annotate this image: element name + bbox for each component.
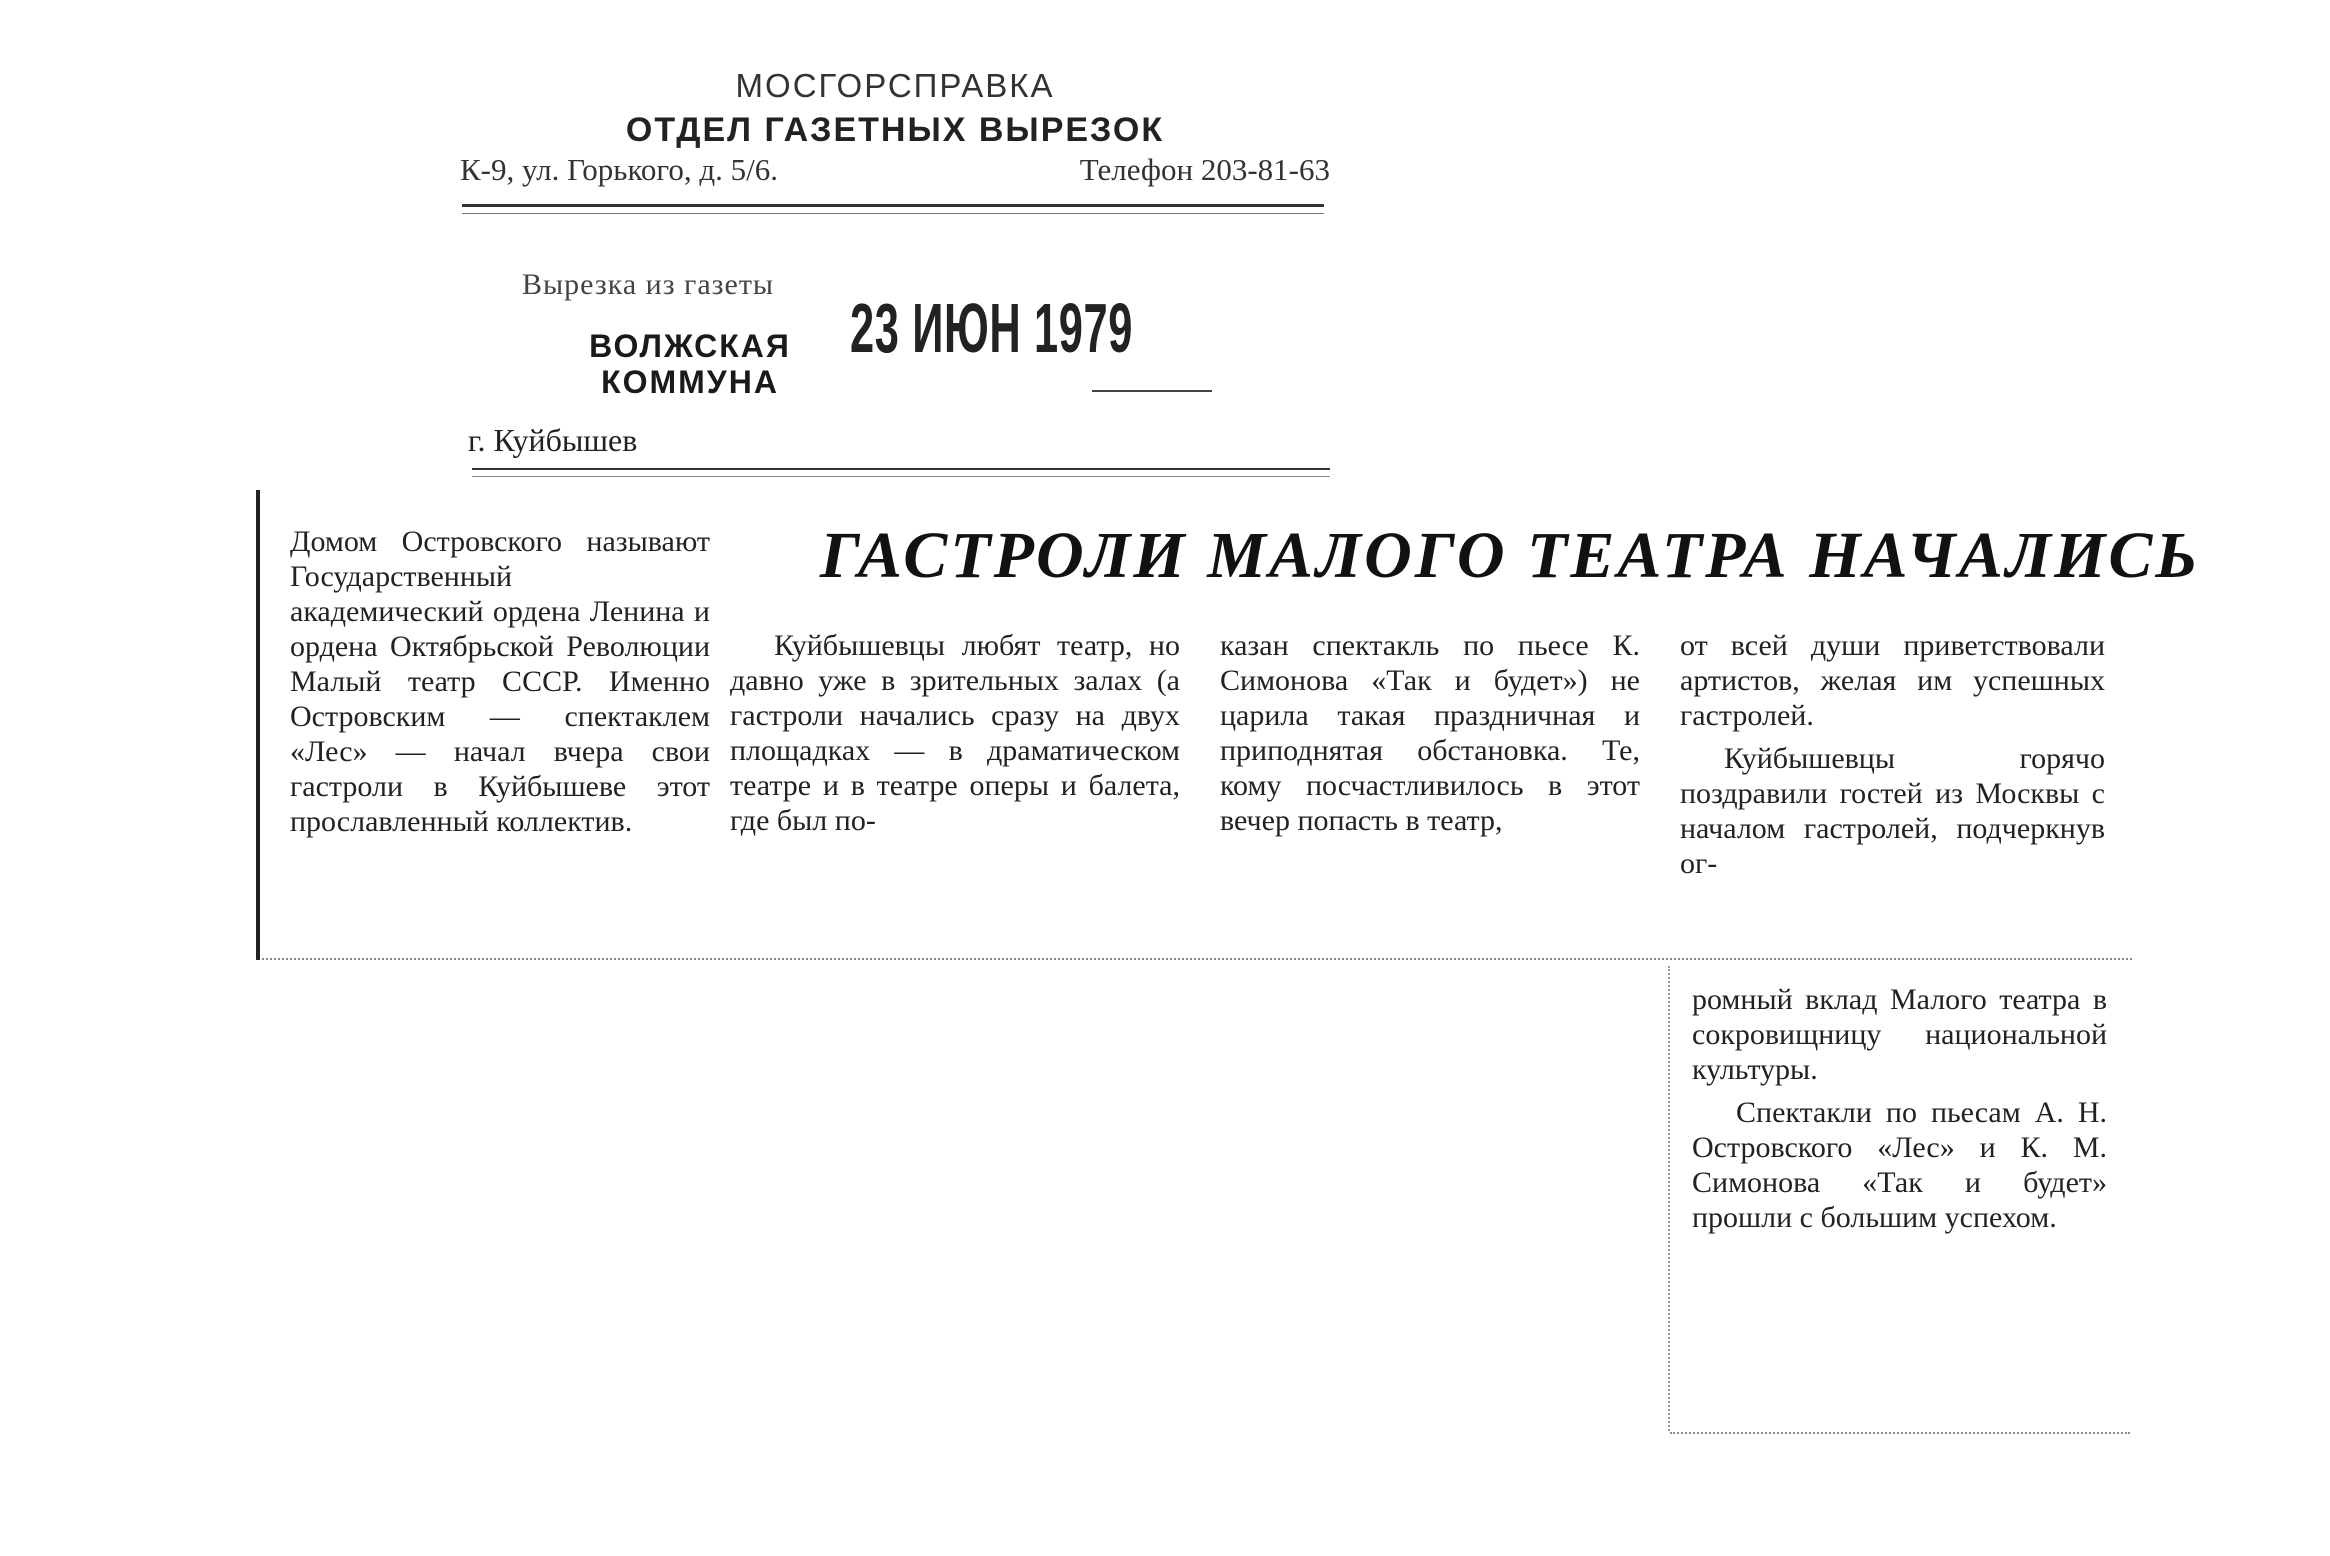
- header-rule-thin: [462, 213, 1324, 214]
- city-label: г. Куйбышев: [468, 422, 638, 458]
- newspaper-name-line2: КОММУНА: [601, 364, 779, 400]
- agency-header: [460, 64, 1330, 152]
- newspaper-name: [575, 328, 805, 400]
- cut-line-horizontal: [262, 958, 2132, 960]
- article-column-4: [1692, 982, 2107, 1235]
- article-column-2: [1220, 628, 1640, 838]
- column-3-paragraph-2: Куйбышевцы горячо поздравили гостей из Москвы с началом гастролей, подчеркнув ог-: [1680, 742, 2105, 880]
- agency-address: К-9, ул. Горького, д. 5/6.: [460, 152, 779, 187]
- article-column-1: [730, 628, 1180, 838]
- column-2-text: казан спектакль по пьесе К. Симонова «Так и будет») не царила такая праздничная и приподнятая обстановка. Те, кому посчастливилось в этот вечер попасть в театр,: [1220, 629, 1640, 837]
- article-lead: Домом Островского называют Государственный академический ордена Ленина и ордена Октябрьской Революции Малый театр СССР. Именно Островским — спектаклем «Лес» — начал вчера свои гастроли в Куйбышеве этот прославленный коллектив.: [290, 525, 710, 838]
- agency-contact: [460, 152, 1330, 188]
- cut-line-vertical: [1668, 966, 1670, 1431]
- cut-line-bottom: [1670, 1432, 2130, 1434]
- column-4-paragraph-2: Спектакли по пьесам А. Н. Островского «Лес» и К. М. Симонова «Так и будет» прошли с большим успехом.: [1692, 1096, 2107, 1234]
- column-3-paragraph-1: от всей души приветствовали артистов, желая им успешных гастролей.: [1680, 629, 2105, 732]
- source-rule: [472, 468, 1330, 470]
- stamp-underline: [1092, 390, 1212, 392]
- agency-phone: Телефон 203-81-63: [1079, 152, 1330, 187]
- clipping-label: Вырезка из газеты: [522, 268, 775, 301]
- date-stamp: 23 ИЮН 1979: [850, 289, 1134, 367]
- header-rule: [462, 204, 1324, 207]
- agency-department: ОТДЕЛ ГАЗЕТНЫХ ВЫРЕЗОК: [625, 111, 1165, 149]
- article-column-3: [1680, 628, 2105, 881]
- column-1-text: Куйбышевцы любят театр, но давно уже в зрительных залах (а гастроли начались сразу на двух площадках — в драматическом театре и в театре оперы и балета, где был по-: [730, 629, 1180, 837]
- column-4-paragraph-1: ромный вклад Малого театра в сокровищницу национальной культуры.: [1692, 983, 2107, 1086]
- source-rule-thin: [472, 476, 1330, 477]
- agency-name: МОСГОРСПРАВКА: [735, 67, 1055, 104]
- newspaper-name-line1: ВОЛЖСКАЯ: [589, 328, 791, 364]
- article-left-bar: [256, 490, 260, 960]
- article-headline: ГАСТРОЛИ МАЛОГО ТЕАТРА НАЧАЛИСЬ: [820, 519, 2201, 592]
